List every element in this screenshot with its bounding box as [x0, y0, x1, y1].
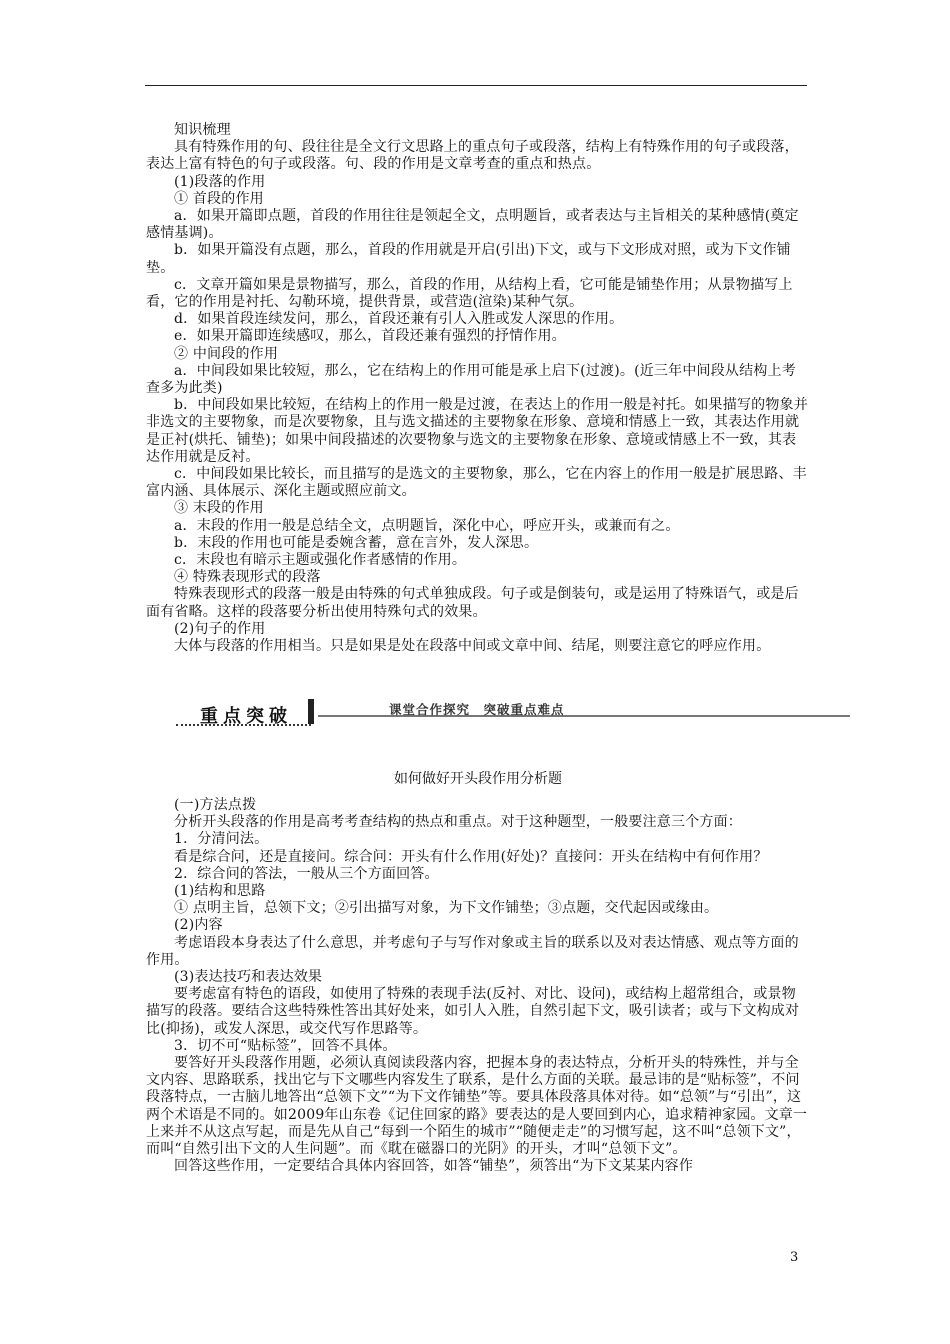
paragraph: 2．综合问的答法，一般从三个方面回答。	[174, 865, 439, 882]
paragraph: b．中间段如果比较短，在结构上的作用一般是过渡，在表达上的作用一般是衬托。如果描写的物象并非选文的主要物象，而是次要物象，且与选文描述的主要物象在形象、意境和情感上一致，其表达作用就是正衬(烘托、铺垫)；如果中间段描述的次要物象与选文的主要物象在形象、意境或情感上不一致，其表达作用就是反衬。	[146, 397, 808, 465]
paragraph: 考虑语段本身表达了什么意思，并考虑句子与写作对象或主旨的联系以及对表达情感、观点等方面的作用。	[146, 934, 799, 968]
paragraph: b．末段的作用也可能是委婉含蓄，意在言外，发人深思。	[174, 534, 539, 551]
banner-subtitle: 课堂合作探究 突破重点难点	[389, 702, 565, 717]
paragraph: e．如果开篇即连续感叹，那么，首段还兼有强烈的抒情作用。	[174, 328, 566, 345]
paragraph: a．末段的作用一般是总结全文，点明题旨，深化中心，呼应开头，或兼而有之。	[174, 517, 680, 534]
paragraph: c．中间段如果比较长，而且描写的是选文的主要物象，那么，它在内容上的作用一般是扩展思路、丰富内涵、具体展示、深化主题或照应前文。	[146, 466, 807, 500]
paragraph: (一)方法点拨	[174, 797, 257, 813]
paragraph: c．文章开篇如果是景物描写，那么，首段的作用，从结构上看，它可能是铺垫作用；从景物描写上看，它的作用是衬托、勾勒环境，提供背景，或营造(渲染)某种气氛。	[146, 276, 793, 311]
paragraph: 回答这些作用，一定要结合具体内容回答，如答“铺垫”，须答出“为下文某某内容作	[174, 1158, 694, 1175]
paragraph: 看是综合问，还是直接问。综合问：开头有什么作用(好处)？直接问：开头在结构中有何作用？	[174, 848, 768, 865]
knowledge-heading: 知识梳理	[174, 122, 231, 138]
paragraph: d．如果首段连续发问，那么，首段还兼有引人入胜或发人深思的作用。	[174, 311, 624, 328]
paragraph: (2)内容	[174, 917, 223, 934]
paragraph: 1．分清问法。	[174, 831, 269, 848]
paragraph: ③ 末段的作用	[174, 500, 264, 517]
paragraph: 分析开头段落的作用是高考考查结构的热点和重点。对于这种题型，一般要注意三个方面：	[174, 814, 742, 831]
paragraph: (1)段落的作用	[174, 173, 266, 190]
paragraph: 特殊表现形式的段落一般是由特殊的句式单独成段。句子或是倒装句，或是运用了特殊语气，或是后面有省略。这样的段落要分析出使用特殊句式的效果。	[146, 586, 799, 620]
paragraph: ② 中间段的作用	[174, 345, 279, 362]
paragraph: 大体与段落的作用相当。只是如果是处在段落中间或文章中间、结尾，则要注意它的呼应作用。	[174, 638, 771, 655]
banner-title-box	[184, 700, 308, 727]
paragraph: 具有特殊作用的句、段往往是全文行文思路上的重点句子或段落，结构上有特殊作用的句子或段落，表达上富有特色的句子或段落。句、段的作用是文章考查的重点和热点。	[146, 139, 799, 173]
paragraph: c．末段也有暗示主题或强化作者感情的作用。	[174, 552, 467, 569]
paragraph: a．中间段如果比较短，那么，它在结构上的作用可能是承上启下(过渡)。(近三年中间段从结构上考查多为此类)	[146, 362, 796, 397]
banner-title: 重点突破	[200, 706, 292, 727]
paragraph: (3)表达技巧和表达效果	[174, 969, 323, 986]
banner-bar	[308, 699, 314, 724]
paragraph: b．如果开篇没有点题，那么，首段的作用就是开启(引出)下文，或与下文形成对照，或为下文作铺垫。	[146, 242, 791, 276]
paragraph: 要答好开头段落作用题，必须认真阅读段落内容，把握本身的表达特点，分析开头的特殊性，并与全文内容、思路联系，找出它与下文哪些内容发生了联系，是什么方面的关联。最忌讳的是“贴标签”，不问段落特点，一古脑儿地答出“总领下文”“为下文作铺垫”等。要具体段落具体对待。如“总领”与“引出”，这两个术语是不同的。如2009年山东卷《记住回家的路》要表达的是人要回到内心，追求精神家园。文章一上来并不从这点写起，而是先从自己“每到一个陌生的城市”“随便走走”的习惯写起，这不叫“总领下文”，而叫“自然引出下文的人生问题”。而《耽在磁器口的光阴》的开头，才叫“总领下文”。	[146, 1055, 808, 1158]
paragraph: (2)句子的作用	[174, 620, 266, 637]
paragraph: ① 点明主旨，总领下文；②引出描写对象，为下文作铺垫；③点题，交代起因或缘由。	[174, 900, 719, 917]
paragraph: 要考虑富有特色的语段，如使用了特殊的表现手法(反衬、对比、设问)，或结构上超常组合，或景物描写的段落。要结合这些特殊性答出其好处来，如引人入胜，自然引起下文，吸引读者；或与下文构成对比(抑扬)，或发人深思，或交代写作思路等。	[146, 986, 800, 1037]
paragraph: ① 首段的作用	[174, 190, 264, 207]
section-title: 如何做好开头段作用分析题	[394, 771, 562, 787]
paragraph: (1)结构和思路	[174, 883, 266, 900]
banner-dotted-underline	[176, 724, 311, 726]
header-rule	[145, 85, 807, 86]
paragraph: a．如果开篇即点题，首段的作用往往是领起全文，点明题旨，或者表达与主旨相关的某种感情(奠定感情基调)。	[146, 208, 799, 242]
paragraph: ④ 特殊表现形式的段落	[174, 569, 321, 586]
section-banner	[172, 697, 850, 727]
knowledge-section	[146, 122, 810, 655]
method-section	[146, 797, 810, 1175]
page-number: 3	[790, 1250, 799, 1265]
paragraph: 3．切不可“贴标签”，回答不具体。	[174, 1037, 397, 1054]
